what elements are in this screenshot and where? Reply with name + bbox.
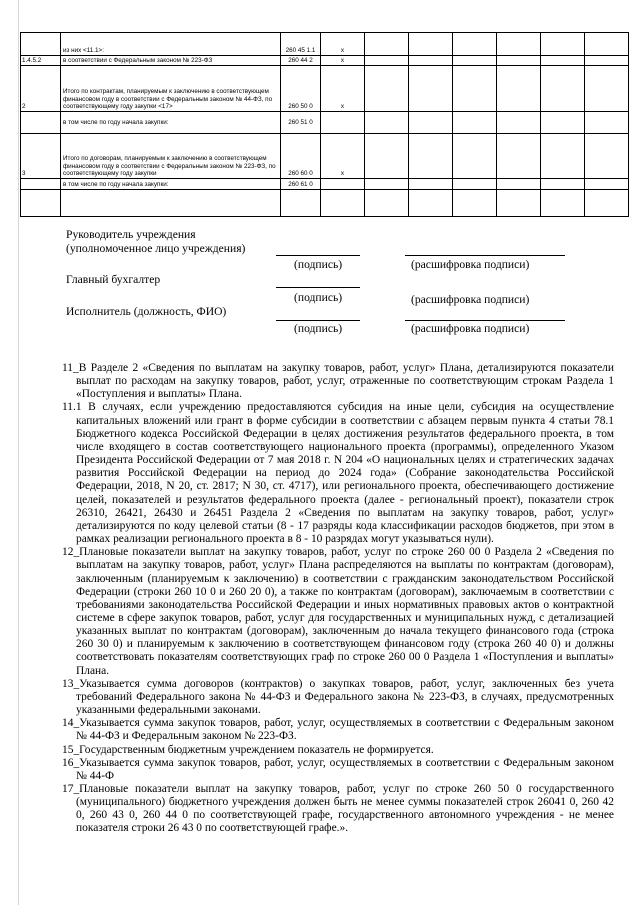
row-code: 260 60 0	[281, 134, 321, 179]
note-16: 16_Указывается сумма закупок товаров, работ, услуг, осуществляемых в соответствии с Федеральным законом № 44-Ф	[62, 756, 614, 782]
row-code: 260 61 0	[281, 179, 321, 190]
row-label: в соответствии с Федеральным законом № 223-ФЗ	[61, 56, 281, 66]
footnotes	[62, 362, 614, 836]
row-label: Итого по контрактам, планируемым к заключению в соответствующем финансовом году в соответствии с Федеральным законом № 44-ФЗ, по соответствующему году закупки <17>	[61, 66, 281, 112]
row-x-mark: x	[321, 33, 365, 56]
row-x-mark	[321, 112, 365, 134]
table-row	[21, 66, 629, 112]
accountant-decode-caption: (расшифровка подписи)	[411, 293, 530, 306]
table-row	[21, 56, 629, 66]
row-x-mark	[321, 179, 365, 190]
head-decode-caption: (расшифровка подписи)	[411, 258, 530, 271]
table-row	[21, 112, 629, 134]
row-number: 2	[21, 66, 61, 112]
executor-label: Исполнитель (должность, ФИО)	[66, 305, 227, 318]
row-label: в том числе по году начала закупки:	[61, 112, 281, 134]
executor-decode-caption: (расшифровка подписи)	[411, 322, 530, 335]
row-x-mark: x	[321, 134, 365, 179]
row-label: из них <11.1>:	[61, 33, 281, 56]
row-label: в том числе по году начала закупки:	[61, 179, 281, 190]
table-row-empty	[21, 190, 629, 217]
head-signature-line	[276, 255, 360, 256]
note-12: 12_Плановые показатели выплат на закупку товаров, работ, услуг по строке 260 00 0 Раздела 2 «Сведения по выплатам на закупку товаров, работ, услуг» Плана распределяются на выплаты по контрактам (договорам), заключенным (планируемым к заключению) в соответствии с гражданским законодательством Российской Федерации (строки 260 10 0 и 260 20 0), а также по контрактам (договорам), заключаемым в соответствии с требованиями законодательства Российской Федерации и иных нормативных правовых актов о контрактной системе в сфере закупок товаров, работ, услуг для государственных и муниципальных нужд, с детализацией указанных выплат по контрактам (договорам), заключенным до начала текущего финансового года (строка 260 30 0) и планируемым к заключению в соответствующем финансовом году (строка 260 40 0) и должны соответствовать показателям соответствующих граф по строке 260 00 0 Раздела 1 «Поступления и выплаты» Плана.	[62, 546, 614, 677]
table-row	[21, 179, 629, 190]
row-code: 260 45 1.1	[281, 33, 321, 56]
row-code: 260 44 2	[281, 56, 321, 66]
note-11-1: 11.1 В случаях, если учреждению предоставляются субсидия на иные цели, субсидия на осуществление капитальных вложений или грант в форме субсидии в соответствии с абзацем первым пункта 4 статьи 78.1 Бюджетного кодекса Российской Федерации в целях достижения результатов федерального проекта, в том числе входящего в состав соответствующего национального проекта (программы), определенного Указом Президента Российской Федерации от 7 мая 2018 г. N 204 «О национальных целях и стратегических задачах развития Российской Федерации на период до 2024 года» (Собрание законодательства Российской Федерации, 2018, N 20, ст. 2817; N 30, ст. 4717), или регионального проекта, обеспечивающего достижение целей, показателей и результатов федерального проекта (далее - региональный проект), показатели строк 26310, 26421, 26430 и 26451 Раздела 2 «Сведения по выплатам на закупку товаров, работ, услуг» детализируются по коду целевой статьи (8 - 17 разряды кода классификации расходов бюджетов, при этом в рамках реализации регионального проекта в 8 - 10 разрядах могут указываться нули).	[62, 401, 614, 546]
row-x-mark: x	[321, 66, 365, 112]
executor-signature-caption: (подпись)	[294, 322, 343, 335]
note-13: 13_Указывается сумма договоров (контрактов) о закупках товаров, работ, услуг, заключенных без учета требований Федерального закона № 44-ФЗ и Федерального закона № 223-ФЗ, в случаях, предусмотренных указанными федеральными законами.	[62, 677, 614, 717]
accountant-signature-caption: (подпись)	[294, 291, 343, 304]
row-number: 3	[21, 134, 61, 179]
executor-decode-line	[405, 320, 565, 321]
accountant-signature-line	[276, 287, 360, 288]
row-label: Итого по договорам, планируемым к заключению в соответствующем финансовом году в соответствии с Федеральным законом № 223-ФЗ, по соответствующему году закупки	[61, 134, 281, 179]
table-row	[21, 33, 629, 56]
row-number: 1.4.5.2	[21, 56, 61, 66]
row-number	[21, 33, 61, 56]
head-sublabel: (уполномоченное лицо учреждения)	[66, 242, 246, 255]
note-11: 11_В Разделе 2 «Сведения по выплатам на закупку товаров, работ, услуг» Плана, детализируются показатели выплат по расходам на закупку товаров, работ, услуг, отраженные по соответствующим строкам Раздела 1 «Поступления и выплаты» Плана.	[62, 362, 614, 401]
head-signature-caption: (подпись)	[294, 258, 343, 271]
note-15: 15_Государственным бюджетным учреждением показатель не формируется.	[62, 743, 434, 756]
executor-signature-line	[276, 320, 360, 321]
row-code: 260 51 0	[281, 112, 321, 134]
page-edge	[18, 0, 19, 905]
note-17: 17_Плановые показатели выплат на закупку товаров, работ, услуг по строке 260 50 0 государственного (муниципального) бюджетного учреждения должен быть не менее суммы показателей строк 26041 0, 260 42 0, 260 43 0, 260 44 0 по соответствующей графе, государственного автономного учреждения - не менее показателя строки 26 43 0 по соответствующей графе.».	[62, 783, 614, 835]
row-number	[21, 179, 61, 190]
head-label: Руководитель учреждения	[66, 228, 196, 241]
purchases-table	[20, 32, 629, 217]
accountant-label: Главный бухгалтер	[66, 273, 161, 286]
row-code: 260 50 0	[281, 66, 321, 112]
note-14: 14_Указывается сумма закупок товаров, работ, услуг, осуществляемых в соответствии с Федеральным законом № 44-ФЗ и Федеральным законом № 223-ФЗ.	[62, 717, 614, 743]
table-row	[21, 134, 629, 179]
head-decode-line	[405, 255, 565, 256]
row-number	[21, 112, 61, 134]
row-x-mark: x	[321, 56, 365, 66]
